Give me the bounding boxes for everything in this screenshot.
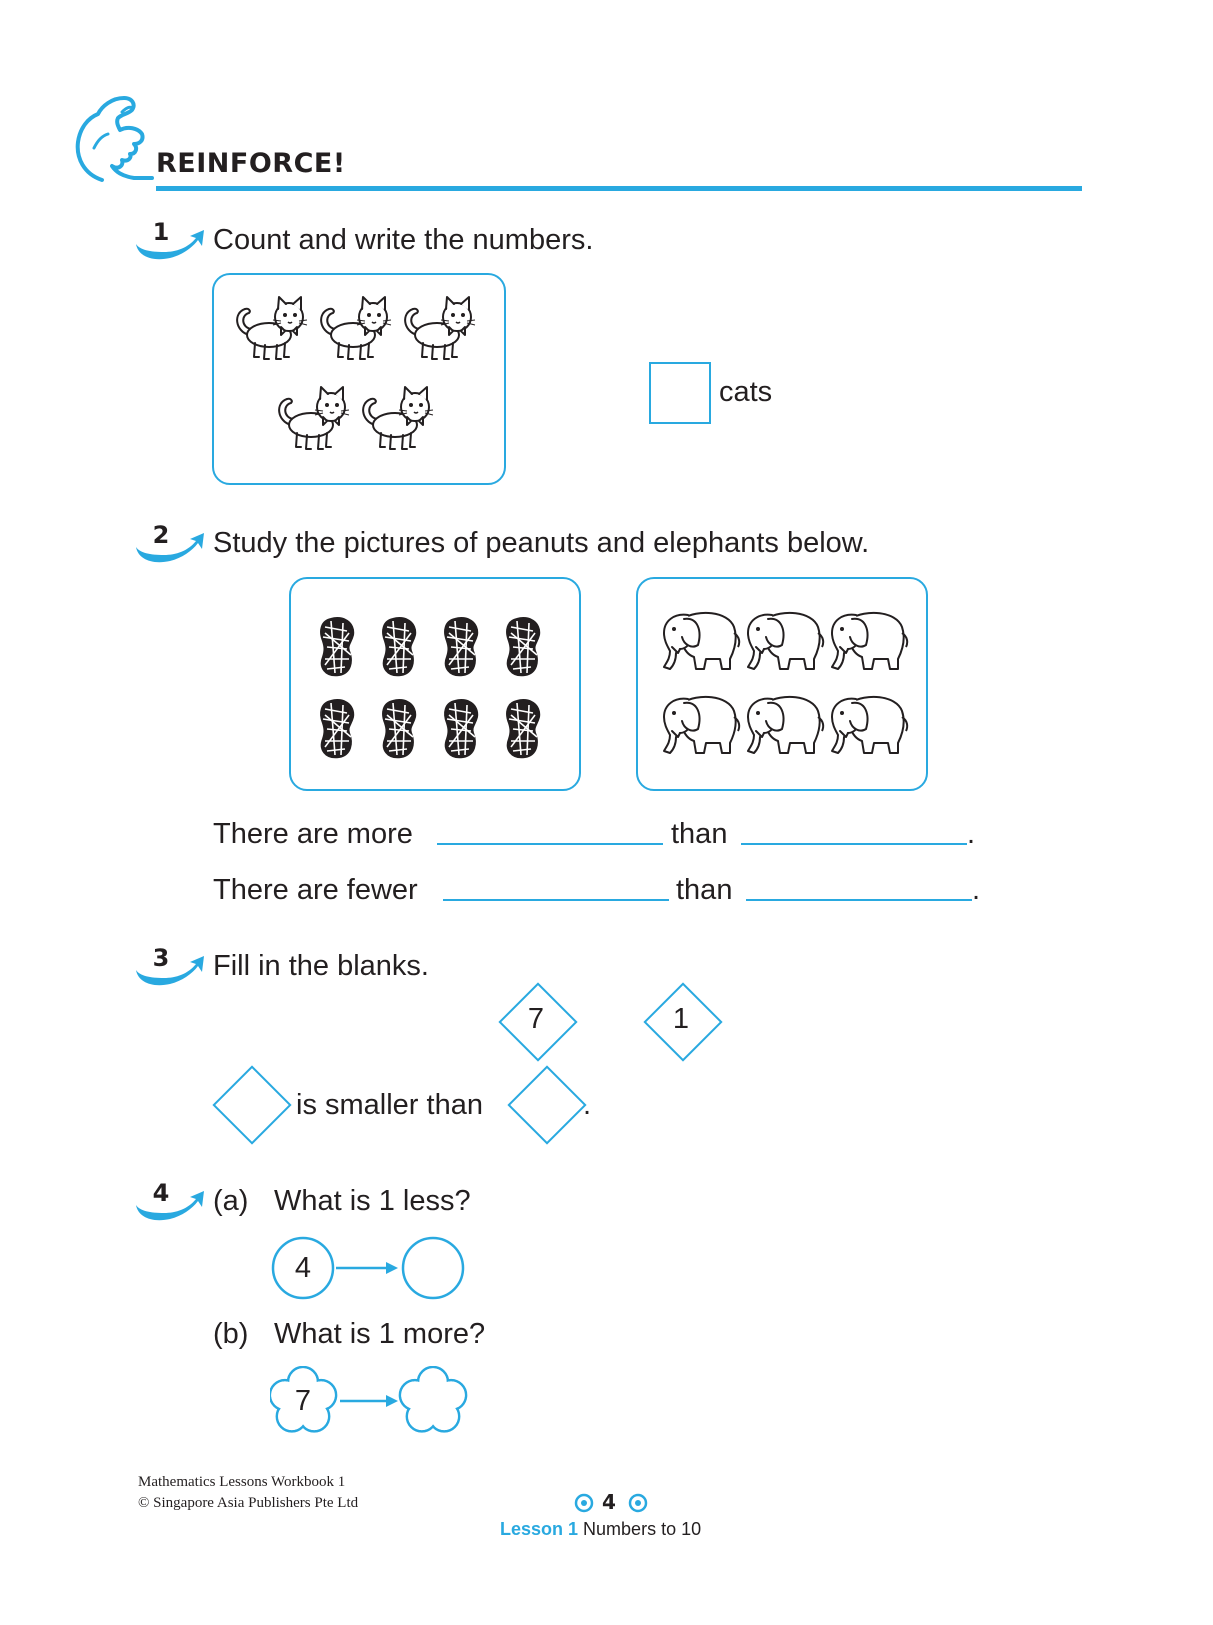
elephant-icon	[664, 697, 739, 753]
more-answer-flower[interactable]	[400, 1367, 466, 1431]
question-number: 2	[152, 521, 170, 549]
peanut-icon	[445, 700, 477, 757]
more-sentence-end: .	[967, 818, 976, 850]
elephants-picture-panel	[636, 577, 928, 791]
more-blank-2[interactable]	[741, 843, 967, 845]
peanut-icon	[321, 618, 353, 675]
section-heading: REINFORCE!	[156, 148, 346, 179]
peanut-icon	[507, 700, 539, 757]
cat-icon	[321, 297, 391, 359]
elephant-icon	[832, 613, 907, 669]
lesson-title: Numbers to 10	[583, 1519, 702, 1539]
fewer-sentence-start: There are fewer	[213, 874, 418, 906]
elephants-picture	[638, 579, 926, 789]
cats-picture	[214, 275, 504, 483]
heading-divider	[156, 186, 1082, 191]
given-number-value: 1	[672, 1003, 690, 1035]
fewer-blank-1[interactable]	[443, 899, 669, 901]
peanut-icon	[383, 700, 415, 757]
answer-diamond-2[interactable]	[507, 1065, 586, 1144]
peanut-icon	[507, 618, 539, 675]
more-sentence-than: than	[671, 818, 728, 850]
target-bullet-icon	[627, 1492, 649, 1514]
fewer-sentence-than: than	[676, 874, 733, 906]
peanut-icon	[383, 618, 415, 675]
elephant-icon	[664, 613, 739, 669]
more-sentence-start: There are more	[213, 818, 413, 850]
footer-copyright: © Singapore Asia Publishers Pte Ltd	[138, 1495, 359, 1511]
fewer-blank-2[interactable]	[746, 899, 972, 901]
part-a-label: (a)	[213, 1185, 249, 1217]
footer-book-title: Mathematics Lessons Workbook 1	[138, 1474, 346, 1490]
cats-picture-panel	[212, 273, 506, 485]
more-start-value: 7	[294, 1385, 312, 1417]
question-number: 4	[152, 1179, 170, 1207]
fewer-sentence-end: .	[972, 874, 981, 906]
part-a-question: What is 1 less?	[274, 1185, 471, 1217]
less-answer-circle[interactable]	[403, 1238, 463, 1298]
comparison-end: .	[583, 1089, 592, 1121]
answer-diamond-1[interactable]	[212, 1065, 291, 1144]
peanuts-picture	[291, 579, 579, 789]
part-b-label: (b)	[213, 1318, 249, 1350]
question-number: 1	[152, 218, 170, 246]
more-blank-1[interactable]	[437, 843, 663, 845]
question-number: 3	[152, 944, 170, 972]
cats-unit-label: cats	[719, 376, 773, 408]
peanut-icon	[445, 618, 477, 675]
cat-icon	[405, 297, 475, 359]
page-number: 4	[602, 1490, 616, 1514]
cat-icon	[237, 297, 307, 359]
lesson-label: Lesson 1	[500, 1519, 579, 1539]
cat-icon	[363, 387, 433, 449]
question-1-instruction: Count and write the numbers.	[213, 224, 594, 256]
part-b-question: What is 1 more?	[274, 1318, 486, 1350]
question-3-instruction: Fill in the blanks.	[213, 950, 429, 982]
target-bullet-icon	[573, 1492, 595, 1514]
lesson-footer	[500, 1519, 701, 1540]
comparison-text: is smaller than	[296, 1089, 483, 1121]
question-2-instruction: Study the pictures of peanuts and elephants below.	[213, 527, 870, 559]
peanut-icon	[321, 700, 353, 757]
peanuts-picture-panel	[289, 577, 581, 791]
elephant-icon	[748, 613, 823, 669]
cats-answer-box[interactable]	[649, 362, 711, 424]
elephant-icon	[832, 697, 907, 753]
given-number-value: 7	[527, 1003, 545, 1035]
less-start-value: 4	[294, 1252, 312, 1284]
elephant-icon	[748, 697, 823, 753]
cat-icon	[279, 387, 349, 449]
